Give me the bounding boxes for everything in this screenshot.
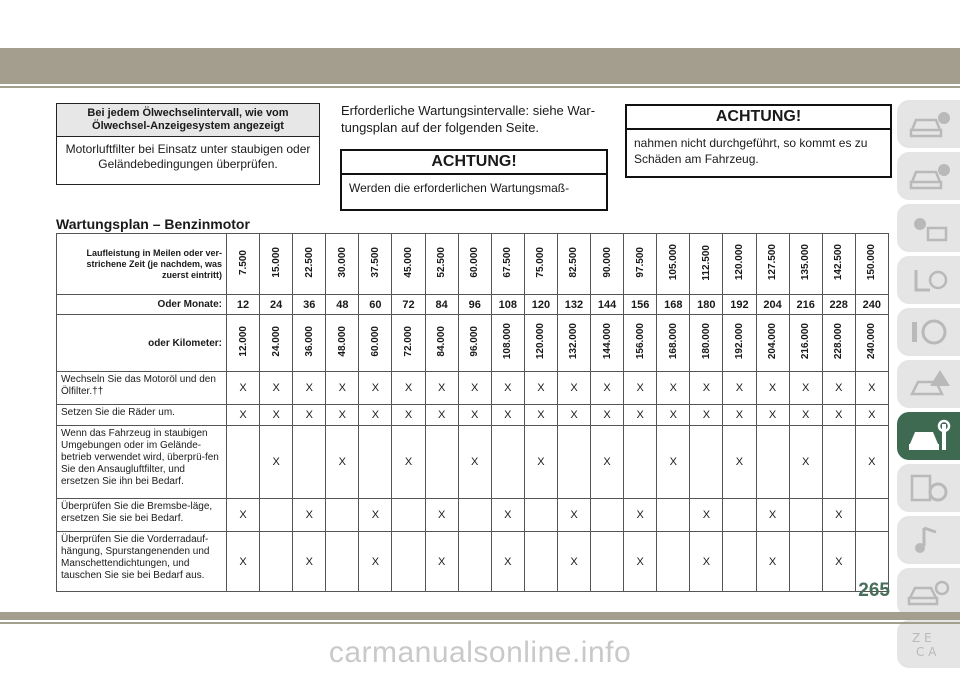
service-mark: X [524,372,557,405]
warning-2-text: nahmen nicht durchgeführt, so kommt es zu Schäden am Fahrzeug. [634,136,868,166]
km-value [723,315,756,372]
watermark: carmanualsonline.info [328,636,632,669]
service-mark: X [822,499,855,532]
service-mark: X [293,532,326,592]
miles-value-text: 112.500 [700,244,712,281]
service-mark [392,532,425,592]
service-mark [524,499,557,532]
km-value [260,315,293,372]
km-value-text: 216.000 [800,323,812,360]
months-value: 216 [789,295,822,315]
service-mark: X [359,532,392,592]
service-mark: X [359,405,392,426]
service-mark: X [359,499,392,532]
months-value: 108 [491,295,524,315]
airbag-seat-icon [906,262,952,298]
service-mark: X [359,372,392,405]
service-mark: X [392,426,425,499]
task-label: Wechseln Sie das Motoröl und den Ölfilter.†† [57,372,227,405]
service-mark [855,499,888,532]
months-value: 12 [227,295,260,315]
service-mark [657,499,690,532]
miles-value-text: 45.000 [403,247,415,278]
service-mark [260,532,293,592]
service-mark: X [491,372,524,405]
service-mark [756,426,789,499]
months-value: 228 [822,295,855,315]
miles-value-text: 37.500 [369,247,381,278]
service-mark: X [458,405,491,426]
miles-value [392,234,425,295]
service-mark: X [425,405,458,426]
miles-value [624,234,657,295]
miles-value [690,234,723,295]
service-mark [524,532,557,592]
service-mark: X [293,499,326,532]
service-mark: X [557,405,590,426]
miles-value [723,234,756,295]
service-mark: X [822,405,855,426]
km-value-text: 84.000 [436,326,448,357]
months-value: 120 [524,295,557,315]
service-mark: X [855,426,888,499]
service-mark: X [624,372,657,405]
service-mark: X [392,372,425,405]
miles-value [756,234,789,295]
miles-value [524,234,557,295]
service-mark: X [260,426,293,499]
km-value-text: 72.000 [403,326,415,357]
service-mark: X [326,426,359,499]
miles-value [293,234,326,295]
miles-value-text: 105.000 [667,244,679,281]
service-mark: X [458,426,491,499]
warning-box-1 [340,149,608,211]
km-value-text: 180.000 [700,323,712,360]
km-value [855,315,888,372]
km-value [293,315,326,372]
months-row [57,295,889,315]
chapter-tab[interactable] [897,100,960,148]
service-mark: X [293,405,326,426]
miles-value [789,234,822,295]
service-mark: X [624,499,657,532]
info-box-header: Bei jedem Ölwechselintervall, wie vom Ölwechsel-Anzeigesystem angezeigt [57,104,319,137]
chapter-tab[interactable] [897,412,960,460]
service-mark: X [260,372,293,405]
km-value-text: 60.000 [369,326,381,357]
miles-value-text: 60.000 [469,247,481,278]
service-mark: X [822,532,855,592]
months-value: 84 [425,295,458,315]
miles-value-text: 82.500 [568,247,580,278]
km-value-text: 240.000 [866,323,878,360]
warning-2-title: ACHTUNG! [627,106,890,130]
steering-wheel-key-icon [906,314,952,350]
km-value [458,315,491,372]
service-mark: X [723,372,756,405]
car-warning-triangle-icon [906,366,952,402]
service-mark [624,426,657,499]
miles-value [822,234,855,295]
bottom-band [0,612,960,620]
service-mark: X [326,405,359,426]
service-mark [359,426,392,499]
task-label: Wenn das Fahrzeug in staubigen Umgebungen oder im Gelände-betrieb verwendet wird, überprü-fen Sie den Ansaugluftfilter, und ersetzen Sie ihn bei Bedarf. [57,426,227,499]
service-mark [789,532,822,592]
service-mark: X [458,372,491,405]
car-magnifier-icon [906,574,952,610]
miles-value [591,234,624,295]
km-value-text: 120.000 [535,323,547,360]
service-mark: X [756,372,789,405]
miles-value [657,234,690,295]
miles-value-text: 142.500 [833,244,845,281]
service-mark: X [789,405,822,426]
car-info-icon [906,106,952,142]
km-value [690,315,723,372]
task-label: Überprüfen Sie die Bremsbe-läge, ersetzen Sie sie bei Bedarf. [57,499,227,532]
service-mark: X [227,405,260,426]
service-mark: X [723,426,756,499]
km-value [756,315,789,372]
km-value-text: 228.000 [833,323,845,360]
service-mark: X [591,372,624,405]
table-row [57,426,889,499]
top-rule [0,86,960,88]
service-mark [822,426,855,499]
miles-value-text: 52.500 [436,247,448,278]
service-mark: X [657,405,690,426]
km-value [227,315,260,372]
km-value [392,315,425,372]
service-mark [326,532,359,592]
table-row [57,372,889,405]
table-row [57,405,889,426]
section-title: Wartungsplan – Benzinmotor [56,216,250,232]
miles-value-text: 15.000 [270,247,282,278]
service-mark: X [657,426,690,499]
service-mark [657,532,690,592]
service-mark [491,426,524,499]
chapter-tab[interactable] [897,308,960,356]
miles-value-text: 30.000 [336,247,348,278]
service-mark [591,532,624,592]
service-mark: X [591,405,624,426]
miles-header-row [57,234,889,295]
media-music-icon [906,522,952,558]
service-mark [227,426,260,499]
km-value [624,315,657,372]
service-mark: X [491,499,524,532]
service-mark [425,426,458,499]
chapter-tab[interactable] [897,204,960,252]
service-mark: X [624,532,657,592]
service-mark: X [822,372,855,405]
km-value-text: 204.000 [767,323,779,360]
chapter-tab[interactable] [897,568,960,616]
service-mark: X [657,372,690,405]
service-mark: X [326,372,359,405]
service-mark: X [557,372,590,405]
chapter-tab[interactable] [897,152,960,200]
service-mark [690,426,723,499]
service-mark [458,532,491,592]
miles-value-text: 127.500 [767,244,779,281]
months-value: 156 [624,295,657,315]
maintenance-table [56,233,889,592]
months-value: 48 [326,295,359,315]
service-mark: X [425,499,458,532]
months-value: 144 [591,295,624,315]
km-value-text: 36.000 [303,326,315,357]
km-value [591,315,624,372]
km-value-text: 168.000 [667,323,679,360]
svg-text:Z E: Z E [911,631,932,645]
service-mark: X [392,405,425,426]
months-value: 96 [458,295,491,315]
service-mark: X [227,532,260,592]
service-mark: X [524,426,557,499]
km-value-text: 156.000 [634,323,646,360]
service-mark: X [789,372,822,405]
intro-text: Erforderliche Wartungsintervalle: siehe War-tungsplan auf der folgenden Seite. [341,103,596,135]
service-mark [591,499,624,532]
miles-value-text: 90.000 [601,247,613,278]
specifications-gear-icon [906,470,952,506]
months-value: 192 [723,295,756,315]
km-value [789,315,822,372]
service-mark [557,426,590,499]
service-mark: X [690,405,723,426]
months-value: 72 [392,295,425,315]
chapter-tab[interactable] [897,516,960,564]
task-label: Setzen Sie die Räder um. [57,405,227,426]
service-mark: X [756,405,789,426]
service-mark [392,499,425,532]
bottom-rule [0,622,960,624]
service-mark: X [557,499,590,532]
miles-value-text: 135.000 [800,244,812,281]
service-mark: X [855,372,888,405]
months-value: 180 [690,295,723,315]
km-value [491,315,524,372]
miles-value [557,234,590,295]
km-value [822,315,855,372]
km-value-text: 96.000 [469,326,481,357]
miles-value-text: 97.500 [634,247,646,278]
miles-value [458,234,491,295]
miles-value-text: 120.000 [733,244,745,281]
miles-value-text: 7.500 [237,249,249,276]
table-row [57,499,889,532]
warning-box-2 [625,104,892,178]
service-mark: X [624,405,657,426]
service-mark: X [756,499,789,532]
page-number: 265 [858,580,890,601]
service-mark [293,426,326,499]
months-label: Oder Monate: [57,295,227,315]
car-info-alert-icon [906,158,952,194]
service-mark: X [260,405,293,426]
svg-text:C A: C A [915,645,936,659]
warning-lights-message-icon [906,210,952,246]
chapter-tab[interactable] [897,360,960,408]
miles-value [260,234,293,295]
service-mark: X [690,372,723,405]
service-mark: X [789,426,822,499]
service-mark [260,499,293,532]
km-value-text: 12.000 [237,326,249,357]
chapter-tab[interactable] [897,256,960,304]
km-value-text: 144.000 [601,323,613,360]
km-value [359,315,392,372]
service-mark: X [756,532,789,592]
km-value-text: 108.000 [502,323,514,360]
service-mark: X [524,405,557,426]
service-mark: X [227,372,260,405]
table-row [57,532,889,592]
chapter-tabs [897,100,960,672]
km-value [524,315,557,372]
service-mark: X [491,532,524,592]
car-wrench-icon [906,418,952,454]
km-value [425,315,458,372]
service-mark: X [591,426,624,499]
km-value-text: 24.000 [270,326,282,357]
km-value-text: 132.000 [568,323,580,360]
km-value [557,315,590,372]
oil-change-info-box [56,103,320,185]
task-label: Überprüfen Sie die Vorderradauf-hängung, Spurstangenenden und Manschettendichtungen, und tauschen Sie sie bei Bedarf aus. [57,532,227,592]
miles-value-text: 150.000 [866,244,878,281]
miles-value [359,234,392,295]
service-mark: X [557,532,590,592]
chapter-tab[interactable] [897,464,960,512]
service-mark: X [425,532,458,592]
months-value: 36 [293,295,326,315]
miles-value [326,234,359,295]
service-mark: X [293,372,326,405]
km-value [326,315,359,372]
miles-value [491,234,524,295]
miles-value [855,234,888,295]
miles-value-text: 22.500 [303,247,315,278]
months-value: 60 [359,295,392,315]
warning-1-text: Werden die erforderlichen Wartungsmaß- [349,181,570,195]
km-value-text: 48.000 [336,326,348,357]
info-box-body: Motorluftfilter bei Einsatz unter staubigen oder Geländebedingungen überprüfen. [65,142,311,171]
service-mark: X [491,405,524,426]
service-mark [723,532,756,592]
km-value-text: 192.000 [733,323,745,360]
warning-1-title: ACHTUNG! [342,151,606,175]
miles-value-text: 75.000 [535,247,547,278]
miles-value [227,234,260,295]
service-mark [326,499,359,532]
service-mark [789,499,822,532]
service-mark: X [855,405,888,426]
service-mark: X [425,372,458,405]
months-value: 240 [855,295,888,315]
months-value: 24 [260,295,293,315]
service-mark [723,499,756,532]
top-band [0,48,960,84]
service-mark: X [723,405,756,426]
km-value [657,315,690,372]
service-mark: X [690,499,723,532]
miles-label: Laufleistung in Meilen oder ver-strichene Zeit (je nachdem, was zuerst eintritt) [57,234,227,295]
service-mark: X [227,499,260,532]
miles-value [425,234,458,295]
miles-value-text: 67.500 [502,247,514,278]
months-value: 132 [557,295,590,315]
service-mark [458,499,491,532]
km-header-row [57,315,889,372]
service-mark: X [690,532,723,592]
km-label: oder Kilometer: [57,315,227,372]
months-value: 204 [756,295,789,315]
months-value: 168 [657,295,690,315]
